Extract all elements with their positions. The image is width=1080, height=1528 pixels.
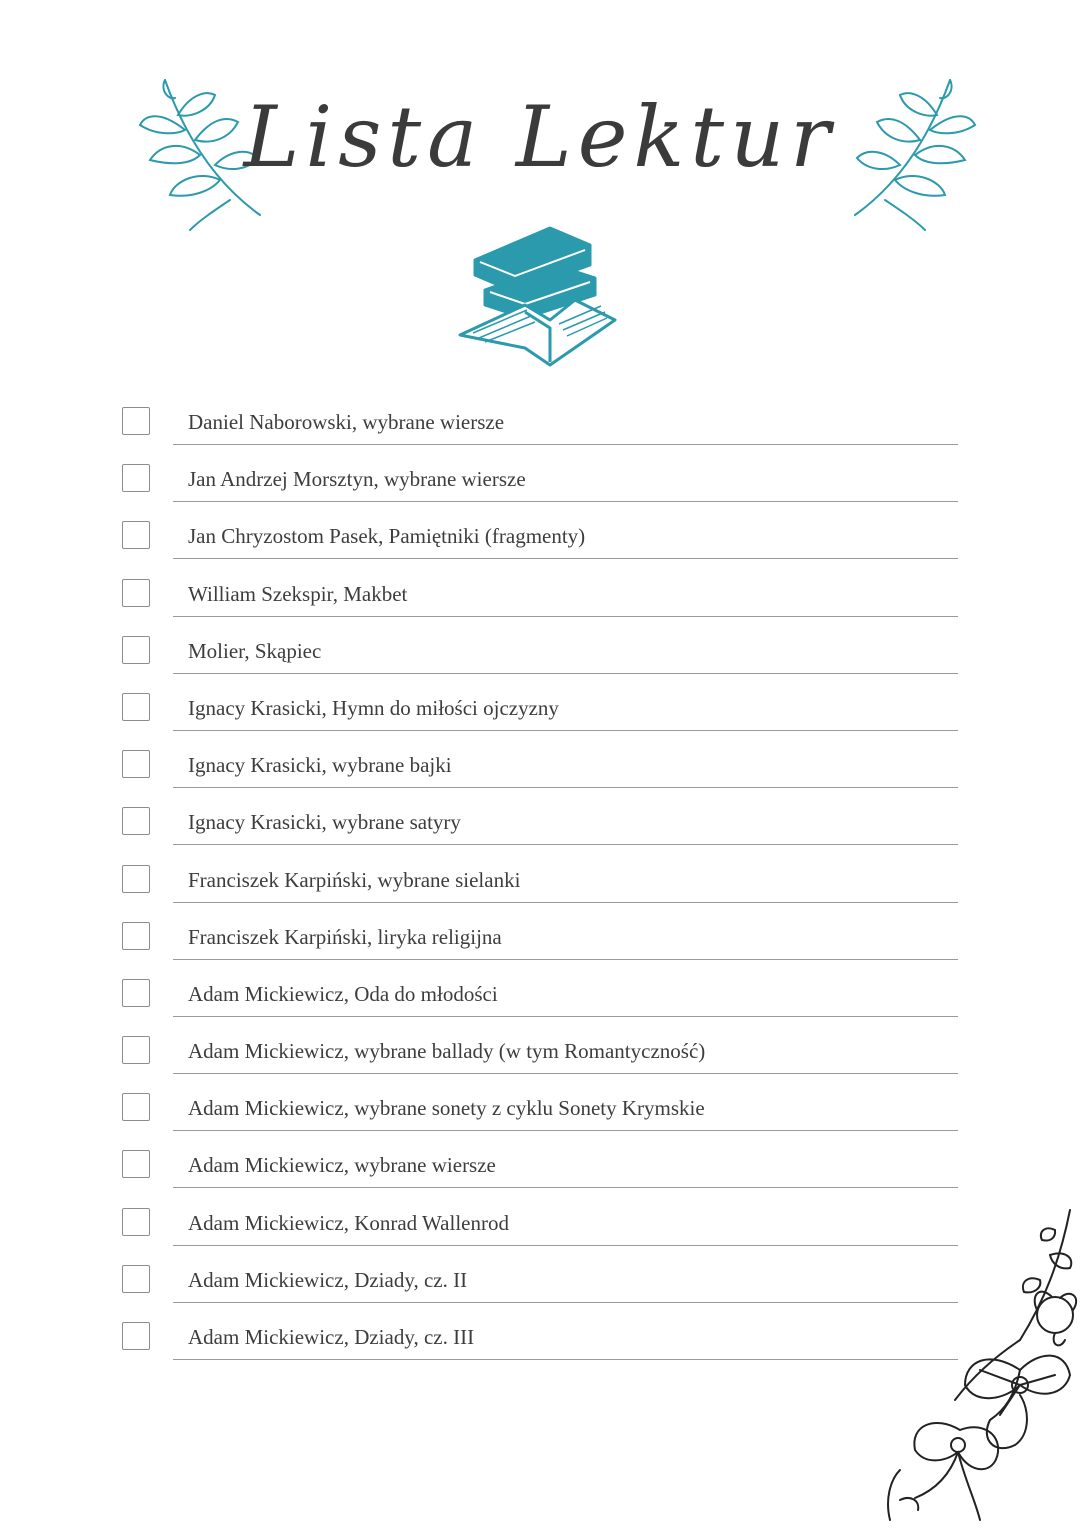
reading-checkbox[interactable]	[122, 750, 150, 778]
page-title: Lista Lektur	[243, 88, 837, 186]
reading-checkbox[interactable]	[122, 521, 150, 549]
row-divider	[173, 787, 958, 788]
reading-title: Adam Mickiewicz, wybrane sonety z cyklu Sonety Krymskie	[188, 1096, 705, 1121]
reading-checkbox[interactable]	[122, 579, 150, 607]
row-divider	[173, 844, 958, 845]
list-item	[0, 568, 1080, 625]
reading-title: Adam Mickiewicz, wybrane ballady (w tym Romantyczność)	[188, 1039, 706, 1064]
row-divider	[173, 1073, 958, 1074]
reading-title: Molier, Skąpiec	[188, 638, 322, 663]
row-divider	[173, 501, 958, 502]
row-divider	[173, 1016, 958, 1017]
reading-title: Adam Mickiewicz, wybrane wiersze	[188, 1153, 496, 1178]
reading-title: Adam Mickiewicz, Dziady, cz. II	[188, 1267, 468, 1292]
row-divider	[173, 902, 958, 903]
reading-title: Adam Mickiewicz, Dziady, cz. III	[188, 1325, 475, 1349]
row-divider	[173, 730, 958, 731]
list-item	[0, 682, 1080, 739]
reading-checkbox[interactable]	[122, 464, 150, 492]
list-item	[0, 625, 1080, 682]
row-divider	[173, 673, 958, 674]
reading-checkbox[interactable]	[122, 865, 150, 893]
books-stack-icon	[455, 220, 625, 380]
row-divider	[173, 616, 958, 617]
reading-title: William Szekspir, Makbet	[188, 581, 408, 606]
flower-line-art-icon	[870, 1200, 1080, 1528]
reading-checkbox[interactable]	[122, 1036, 150, 1064]
row-divider	[173, 1302, 958, 1303]
list-item	[0, 1025, 1080, 1082]
reading-title: Ignacy Krasicki, wybrane bajki	[188, 753, 452, 778]
page-header	[0, 0, 1080, 390]
row-divider	[173, 558, 958, 559]
reading-checkbox[interactable]	[122, 1322, 150, 1350]
list-item	[0, 911, 1080, 968]
list-item	[0, 1139, 1080, 1196]
reading-checkbox[interactable]	[122, 979, 150, 1007]
reading-checkbox[interactable]	[122, 636, 150, 664]
reading-title: Jan Andrzej Morsztyn, wybrane wiersze	[188, 467, 526, 492]
row-divider	[173, 1245, 958, 1246]
list-item	[0, 1082, 1080, 1139]
reading-checkbox[interactable]	[122, 1265, 150, 1293]
list-item	[0, 453, 1080, 510]
list-item	[0, 968, 1080, 1025]
reading-title: Adam Mickiewicz, Oda do młodości	[188, 981, 498, 1006]
reading-title: Franciszek Karpiński, wybrane sielanki	[188, 867, 521, 892]
row-divider	[173, 1359, 958, 1360]
reading-checkbox[interactable]	[122, 807, 150, 835]
row-divider	[173, 444, 958, 445]
reading-checkbox[interactable]	[122, 922, 150, 950]
reading-title: Daniel Naborowski, wybrane wiersze	[188, 410, 505, 434]
reading-checkbox[interactable]	[122, 407, 150, 435]
list-item	[0, 510, 1080, 567]
reading-checkbox[interactable]	[122, 1093, 150, 1121]
reading-title: Ignacy Krasicki, Hymn do miłości ojczyzny	[188, 695, 559, 720]
list-item	[0, 796, 1080, 853]
list-item	[0, 854, 1080, 911]
list-item	[0, 396, 1080, 453]
reading-title: Jan Chryzostom Pasek, Pamiętniki (fragmenty)	[188, 524, 586, 549]
list-item	[0, 739, 1080, 796]
row-divider	[173, 1130, 958, 1131]
row-divider	[173, 959, 958, 960]
reading-title: Franciszek Karpiński, liryka religijna	[188, 924, 502, 949]
reading-title: Adam Mickiewicz, Konrad Wallenrod	[188, 1210, 509, 1235]
leaf-branch-icon	[845, 70, 985, 240]
row-divider	[173, 1187, 958, 1188]
reading-checkbox[interactable]	[122, 1150, 150, 1178]
reading-checkbox[interactable]	[122, 693, 150, 721]
reading-title: Ignacy Krasicki, wybrane satyry	[188, 810, 461, 835]
reading-checkbox[interactable]	[122, 1208, 150, 1236]
